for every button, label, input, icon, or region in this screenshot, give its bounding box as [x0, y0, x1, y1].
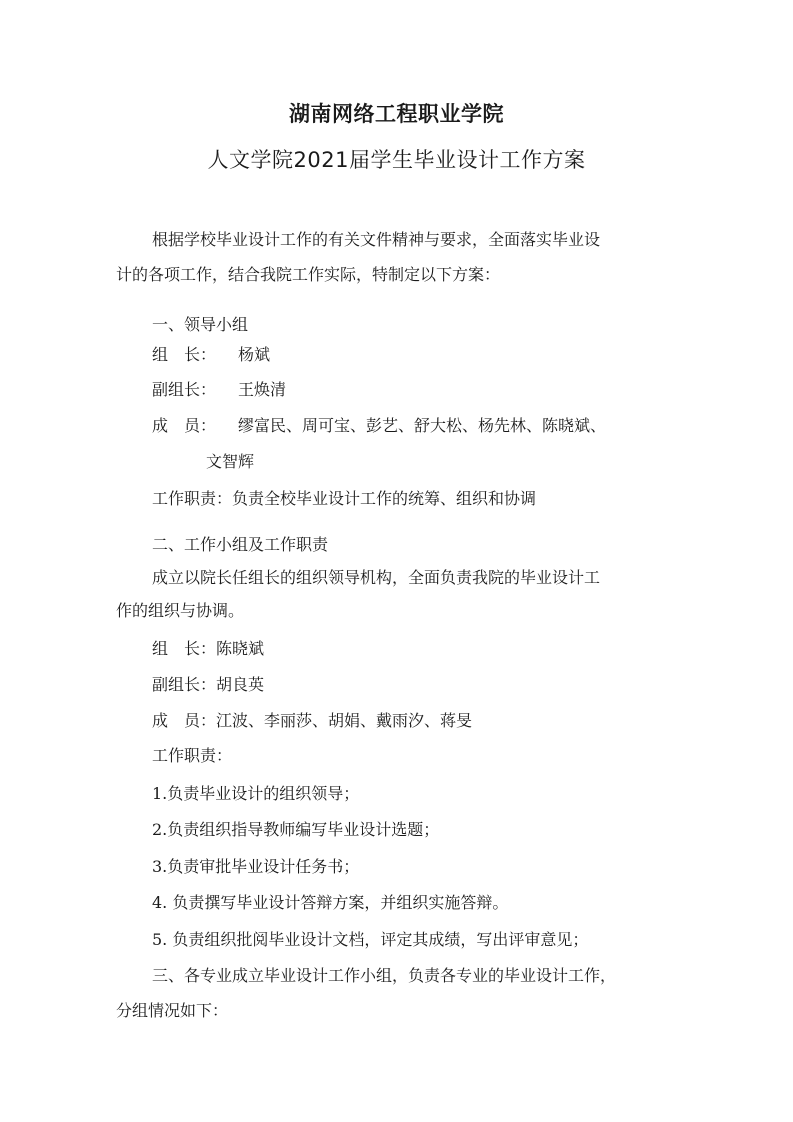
section1-heading: 一、领导小组 — [152, 315, 249, 334]
duty-item-1: 1.负责毕业设计的组织领导； — [152, 784, 360, 803]
section1-leader-label: 组 长： — [152, 345, 217, 364]
section1-deputy-row — [152, 380, 286, 400]
document-title: 人文学院2021届学生毕业设计工作方案 — [207, 148, 586, 172]
section1-leader-name: 杨斌 — [238, 345, 271, 364]
section2-leader: 组 长：陈晓斌 — [152, 639, 265, 658]
duty-item-5: 5. 负责组织批阅毕业设计文档，评定其成绩，写出评审意见； — [152, 930, 589, 949]
section2-duty-heading: 工作职责： — [152, 746, 233, 765]
duty-item-3: 3.负责审批毕业设计任务书； — [152, 857, 360, 876]
section1-members-row — [152, 416, 606, 436]
duty-item-2: 2.负责组织指导教师编写毕业设计选题； — [152, 820, 440, 839]
school-title: 湖南网络工程职业学院 — [289, 102, 504, 126]
section2-members: 成 员：江波、李丽莎、胡娟、戴雨汐、蒋旻 — [152, 711, 473, 730]
section1-members-line-1: 缪富民、周可宝、彭艺、舒大松、杨先林、陈晓斌、 — [238, 416, 607, 435]
intro-line-2: 计的各项工作，结合我院工作实际，特制定以下方案： — [116, 265, 501, 284]
section2-desc-line-1: 成立以院长任组长的组织领导机构，全面负责我院的毕业设计工 — [152, 568, 601, 587]
section3-line-1: 三、各专业成立毕业设计工作小组，负责各专业的毕业设计工作， — [152, 966, 617, 985]
section1-duty: 工作职责：负责全校毕业设计工作的统筹、组织和协调 — [152, 489, 537, 508]
section1-deputy-name: 王焕清 — [238, 380, 287, 399]
intro-line-1: 根据学校毕业设计工作的有关文件精神与要求，全面落实毕业设 — [152, 230, 601, 249]
section1-members-label: 成 员： — [152, 416, 217, 435]
section2-desc-line-2: 作的组织与协调。 — [116, 601, 245, 620]
section1-deputy-label: 副组长： — [152, 380, 217, 399]
section1-leader-row — [152, 345, 270, 365]
section3-line-2: 分组情况如下： — [116, 1001, 229, 1020]
duty-item-4: 4. 负责撰写毕业设计答辩方案，并组织实施答辩。 — [152, 893, 509, 912]
section2-deputy: 副组长：胡良英 — [152, 675, 265, 694]
section2-heading: 二、工作小组及工作职责 — [152, 535, 329, 554]
section1-members-line-2: 文智辉 — [206, 452, 255, 471]
